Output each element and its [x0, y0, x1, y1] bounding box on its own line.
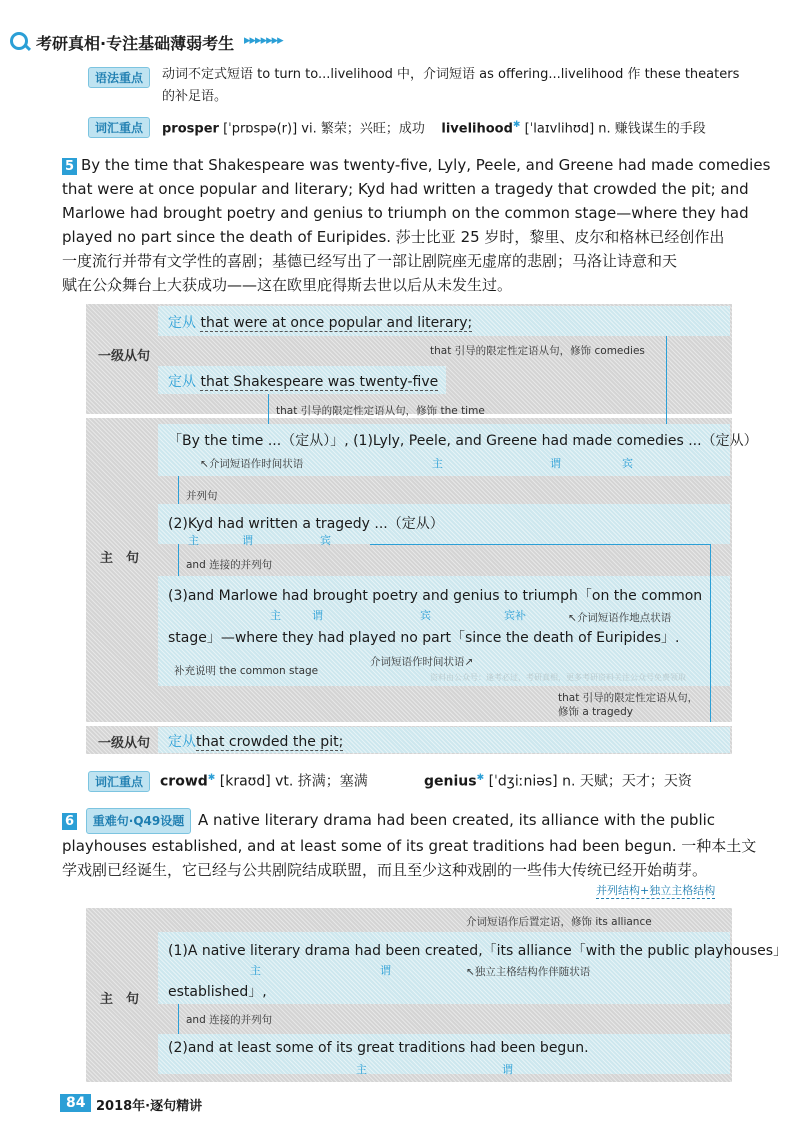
sentence-6: 6 重难句·Q49设题 A native literary drama had been created, its alliance with the public playhouses established, and at least some of its great traditions had been begun. 一种本土文 学戏剧已经诞生，它已经与公共剧院结成联盟，而且至少这种戏剧的一些伟大传统已经开始萌芽。 — [62, 808, 782, 882]
role-subject: 主 — [188, 534, 199, 547]
role-subject: 主 — [356, 1063, 367, 1076]
structure-label: 并列结构+独立主格结构 — [596, 884, 716, 897]
role-predicate: 谓 — [380, 964, 391, 977]
absolute-construction-note: ↖独立主格结构作伴随状语 — [466, 966, 591, 978]
coordinate-note: 并列句 — [186, 490, 218, 502]
role-predicate: 谓 — [312, 609, 323, 622]
header-title: 考研真相·专注基础薄弱考生 — [36, 34, 235, 53]
sentence-number: 6 — [62, 813, 77, 830]
clause-comedies-note: that 引导的限定性定语从句，修饰 comedies — [430, 345, 645, 357]
role-object-complement: 宾补 — [504, 609, 526, 622]
main-clause-label-6: 主 句 — [100, 992, 140, 1007]
clause-comedies: 定从 that were at once popular and literary; — [168, 315, 473, 331]
role-subject: 主 — [270, 609, 281, 622]
d6-part1-cont: established」, — [168, 984, 267, 1000]
time-adverbial-note-2: 介词短语作时间状语↗ — [370, 656, 474, 668]
clause-tragedy-note-1: that 引导的限定性定语从句， — [558, 692, 699, 704]
clause-tragedy: 定从that crowded the pit; — [168, 734, 344, 750]
d6-part1: (1)A native literary drama had been created,「its alliance「with the public playhouses」 — [168, 943, 788, 959]
level1-clause-label-2: 一级从句 — [98, 736, 151, 751]
role-object: 宾 — [320, 534, 331, 547]
main-part1: 「By the time ...（定从）」, (1)Lyly, Peele, and Greene had made comedies ...（定从） — [168, 433, 758, 449]
and-coordinate-note-6: and 连接的并列句 — [186, 1014, 273, 1026]
role-subject: 主 — [432, 457, 443, 470]
footer-title: 2018年·逐句精讲 — [96, 1099, 203, 1114]
role-object: 宾 — [622, 457, 633, 470]
vocab-tag-2: 词汇重点 — [88, 771, 150, 792]
role-object: 宾 — [420, 609, 431, 622]
vocab-note: prosper [ˈprɒspə(r)] vi. 繁荣；兴旺；成功 livelihood✱ [ˈlaɪvlihʊd] n. 赚钱谋生的手段 — [162, 120, 706, 137]
main-part2: (2)Kyd had written a tragedy ...（定从） — [168, 516, 444, 532]
place-adverbial-note: ↖介词短语作地点状语 — [568, 612, 672, 624]
vocab-crowd: crowd✱ [kraʊd] vt. 挤满；塞满 — [160, 773, 368, 790]
grammar-note: 动词不定式短语 to turn to...livelihood 中，介词短语 as offering...livelihood 作 these theaters 的补足语。 — [162, 67, 740, 104]
clause-tragedy-note-2: 修饰 a tragedy — [558, 706, 633, 718]
header-arrows: ▸▸▸▸▸▸▸ — [244, 33, 283, 48]
search-logo-icon — [10, 32, 28, 50]
time-adverbial-note: ↖介词短语作时间状语 — [200, 458, 304, 470]
watermark: 资料由公众号：逢考必过，考研真相，更多考研资料关注公众号免费领取 — [430, 673, 686, 682]
and-coordinate-note: and 连接的并列句 — [186, 559, 273, 571]
clause-time: 定从 that Shakespeare was twenty-five — [168, 374, 439, 390]
role-subject: 主 — [250, 964, 261, 977]
sentence-number: 5 — [62, 158, 77, 175]
supplement-note: 补充说明 the common stage — [174, 665, 319, 677]
sentence-5: 5 By the time that Shakespeare was twenty-five, Lyly, Peele, and Greene had made comedies that were at once popular and literary; Kyd had written a tragedy that crowded the pit; and Marlowe had brought poetry and genius to triumph on the common stage—where they had played no part since the death of Euripides. 莎士比亚 25 岁时，黎里、皮尔和格林已经创作出 一度流行并带有文学性的喜剧；基德已经写出了一部让剧院座无虚席的悲剧；马洛让诗意和天 赋在公众舞台上大获成功——这在欧里庇得斯去世以后从未发生过。 — [62, 156, 771, 294]
difficult-sentence-badge: 重难句·Q49设题 — [86, 808, 191, 834]
role-predicate: 谓 — [502, 1063, 513, 1076]
main-clause-label: 主 句 — [100, 551, 140, 566]
d6-part2: (2)and at least some of its great traditions had been begun. — [168, 1040, 589, 1056]
role-predicate: 谓 — [242, 534, 253, 547]
vocab-genius: genius✱ [ˈdʒiːniəs] n. 天赋；天才；天资 — [424, 773, 692, 790]
main-part3: (3)and Marlowe had brought poetry and genius to triumph「on the common — [168, 588, 703, 604]
role-predicate: 谓 — [550, 457, 561, 470]
page-number: 84 — [60, 1094, 91, 1112]
post-attributive-note: 介词短语作后置定语，修饰 its alliance — [466, 916, 652, 928]
grammar-tag: 语法重点 — [88, 67, 150, 88]
level1-clause-label: 一级从句 — [98, 349, 151, 364]
clause-time-note: that 引导的限定性定语从句，修饰 the time — [276, 405, 485, 417]
main-part3-cont: stage」—where they had played no part「since the death of Euripides」. — [168, 630, 680, 646]
vocab-tag: 词汇重点 — [88, 117, 150, 138]
